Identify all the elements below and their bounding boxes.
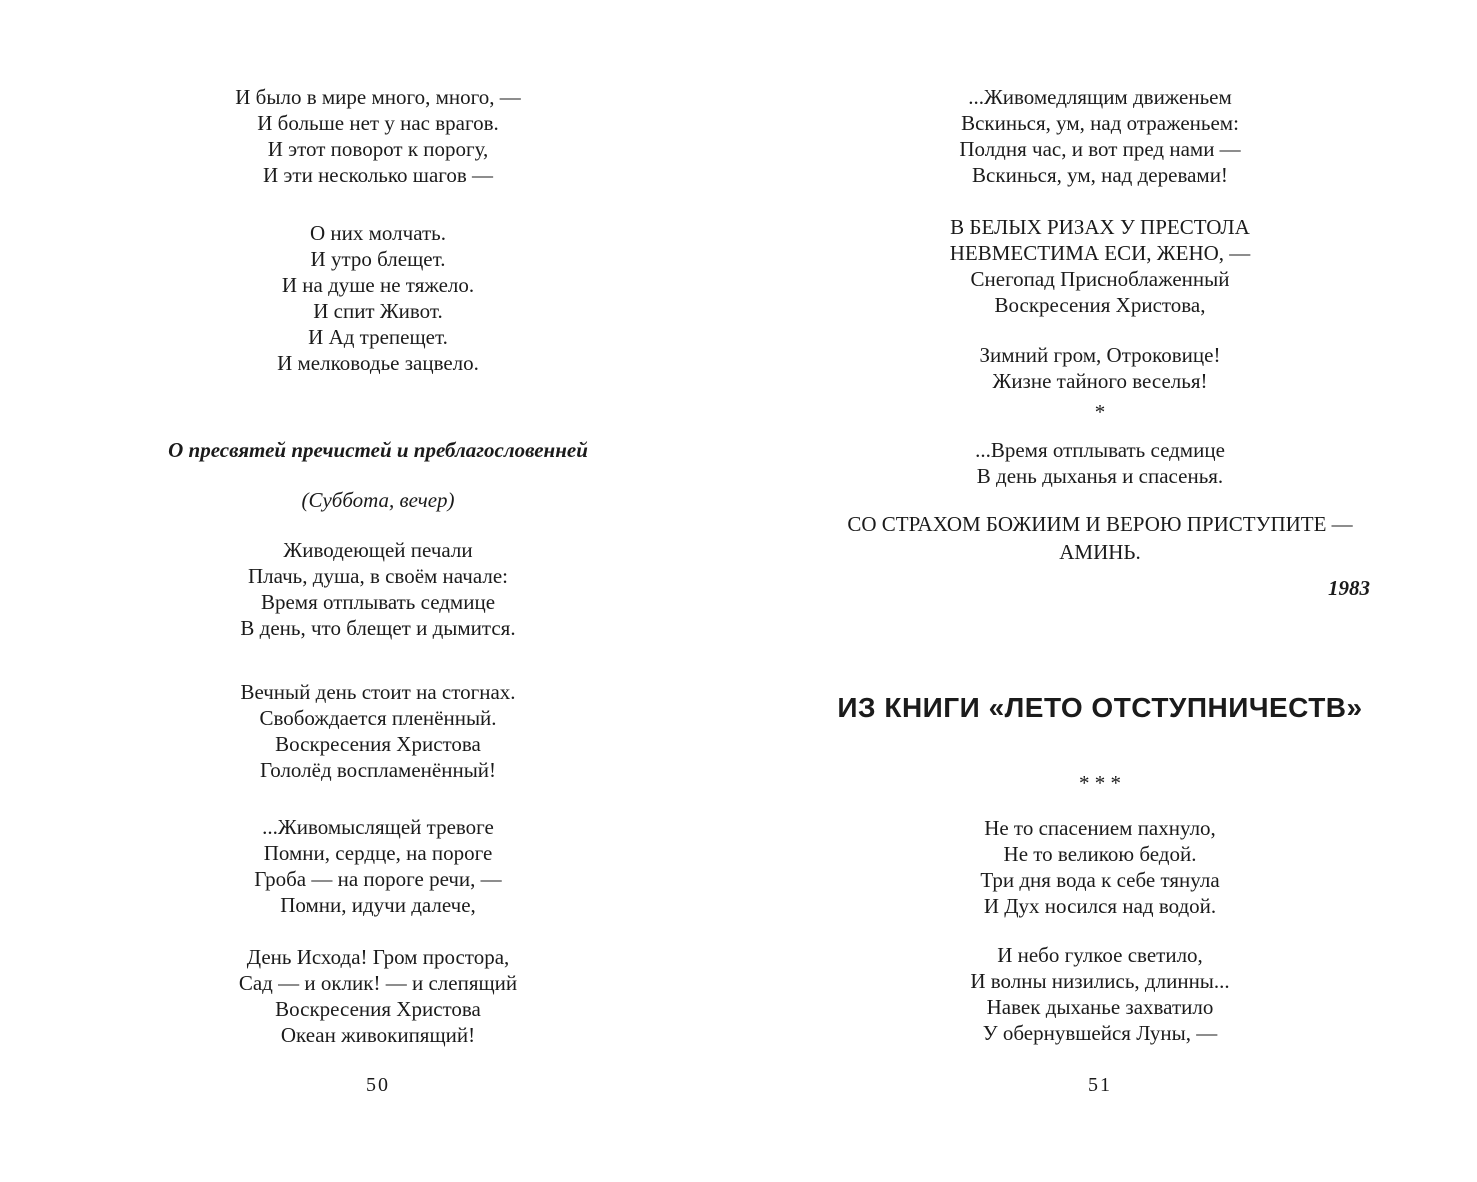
poem-line: АМИНЬ. xyxy=(1059,540,1141,564)
stanza xyxy=(78,537,678,641)
poem-line: Сад — и оклик! — и слепящий xyxy=(238,971,518,995)
poem-line: Вскинься, ум, над отраженьем: xyxy=(961,111,1239,135)
poem-line: И волны низились, длинны... xyxy=(970,969,1230,993)
poem-line: НЕВМЕСТИМА ЕСИ, ЖЕНО, — xyxy=(949,241,1251,265)
poem-line: И Ад трепещет. xyxy=(308,325,448,349)
stanza xyxy=(800,942,1400,1046)
poem-line: Воскресения Христова xyxy=(275,997,481,1021)
poem-line: ...Живомыслящей тревоге xyxy=(262,815,494,839)
poem-line: Плачь, душа, в своём начале: xyxy=(248,564,508,588)
page-number-left: 50 xyxy=(366,1074,390,1096)
star-separator: * xyxy=(1094,400,1106,424)
stanza xyxy=(78,944,678,1048)
poem-line: И было в мире много, много, — xyxy=(235,85,521,109)
poem-line: Вскинься, ум, над деревами! xyxy=(972,163,1228,187)
poem-line: Зимний гром, Отроковице! xyxy=(979,343,1221,367)
stanza xyxy=(800,342,1400,394)
stanza xyxy=(78,679,678,783)
poem-year: 1983 xyxy=(1328,576,1370,600)
poem-line: Навек дыханье захватило xyxy=(986,995,1214,1019)
poem-line: Помни, идучи далече, xyxy=(280,893,476,917)
asterisks-separator: * * * xyxy=(1079,771,1121,795)
poem-line: И Дух носился над водой. xyxy=(983,894,1217,918)
poem-line: Гололёд воспламенённый! xyxy=(259,758,497,782)
poem-line: И на душе не тяжело. xyxy=(281,273,475,297)
poem-line: И небо гулкое светило, xyxy=(997,943,1203,967)
poem-line: Помни, сердце, на пороге xyxy=(263,841,493,865)
stanza xyxy=(800,84,1400,188)
poem-line: Вечный день стоит на стогнах. xyxy=(240,680,516,704)
poem-line: Три дня вода к себе тянула xyxy=(980,868,1220,892)
section-title: ИЗ КНИГИ «ЛЕТО ОТСТУПНИЧЕСТВ» xyxy=(837,692,1363,723)
poem-line: И спит Живот. xyxy=(313,299,443,323)
poem-line: И больше нет у нас врагов. xyxy=(257,111,499,135)
poem-line: День Исхода! Гром простора, xyxy=(246,945,510,969)
poem-line: В день, что блещет и дымится. xyxy=(240,616,516,640)
poem-line: Гроба — на пороге речи, — xyxy=(254,867,502,891)
poem-line: СО СТРАХОМ БОЖИИМ И ВЕРОЮ ПРИСТУПИТЕ — xyxy=(847,512,1353,536)
poem-line: О них молчать. xyxy=(310,221,446,245)
poem-line: Воскресения Христова, xyxy=(994,293,1206,317)
poem-line: И мелководье зацвело. xyxy=(277,351,479,375)
stanza xyxy=(800,214,1400,318)
poem-line: Снегопад Присноблаженный xyxy=(970,267,1230,291)
stanza xyxy=(78,814,678,918)
poem-line: Океан живокипящий! xyxy=(280,1023,476,1047)
poem-line: ...Время отплывать седмице xyxy=(975,438,1225,462)
poem-line: И утро блещет. xyxy=(310,247,446,271)
poem-line: Воскресения Христова xyxy=(275,732,481,756)
stanza xyxy=(800,815,1400,919)
poem-line: Полдня час, и вот пред нами — xyxy=(959,137,1241,161)
poem-line: Живодеющей печали xyxy=(283,538,473,562)
poem-line: В БЕЛЫХ РИЗАХ У ПРЕСТОЛА xyxy=(950,215,1250,239)
poem-title: О пресвятей пречистей и преблагословенней xyxy=(168,438,588,462)
poem-line: Жизне тайного веселья! xyxy=(992,369,1208,393)
poem-line: У обернувшейся Луны, — xyxy=(982,1021,1218,1045)
poem-line: Не то великою бедой. xyxy=(1003,842,1197,866)
poem-line: Не то спасением пахнуло, xyxy=(984,816,1216,840)
poem-line: И эти несколько шагов — xyxy=(262,163,494,187)
poem-line: В день дыханья и спасенья. xyxy=(976,464,1224,488)
page-number-right: 51 xyxy=(1088,1074,1112,1096)
poem-line: Время отплывать седмице xyxy=(260,590,496,614)
stanza xyxy=(800,437,1400,489)
poem-line: И этот поворот к порогу, xyxy=(267,137,489,161)
stanza xyxy=(800,510,1400,566)
stanza xyxy=(78,220,678,376)
poem-line: Свобождается пленённый. xyxy=(259,706,497,730)
poem-line: ...Живомедлящим движеньем xyxy=(968,85,1232,109)
stanza xyxy=(78,84,678,188)
poem-subtitle: (Суббота, вечер) xyxy=(301,488,455,512)
